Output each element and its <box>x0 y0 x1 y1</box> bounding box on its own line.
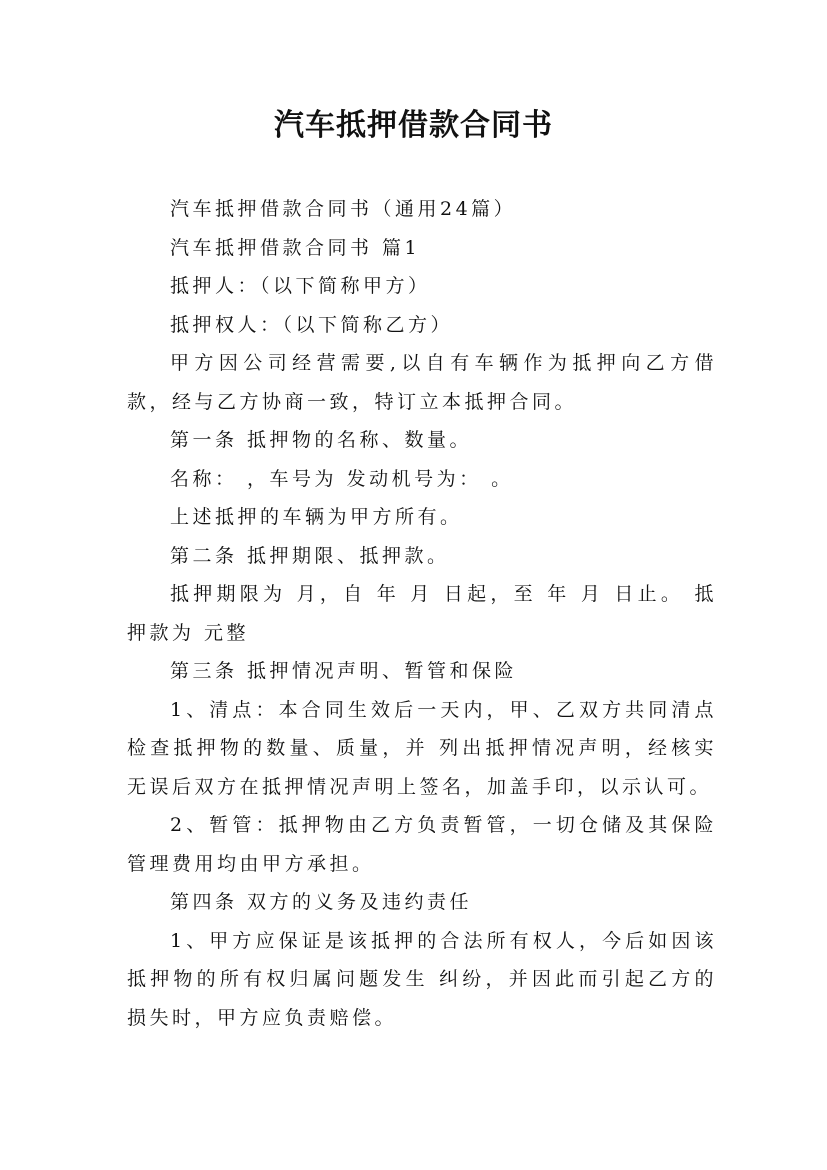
paragraph-term: 抵押期限为 月，自 年 月 日起，至 年 月 日止。 抵押款为 元整 <box>127 583 717 644</box>
paragraph-mortgagor: 抵押人：（以下简称甲方） <box>170 275 431 297</box>
document-title: 汽车抵押借款合同书 <box>274 108 553 143</box>
document-body <box>127 190 717 1037</box>
paragraph-ownership: 上述抵押的车辆为甲方所有。 <box>170 506 463 528</box>
paragraph-subtitle: 汽车抵押借款合同书（通用24篇） <box>170 198 517 220</box>
paragraph-inventory: 1、清点：本合同生效后一天内，甲、乙双方共同清点检查抵押物的数量、质量，并 列出抵押情况声明，经核实无误后双方在抵押情况声明上签名，加盖手印，以示认可。 <box>127 698 717 798</box>
paragraph-article-3-heading: 第三条 抵押情况声明、暂管和保险 <box>170 660 518 682</box>
paragraph-custody: 2、暂管：抵押物由乙方负责暂管，一切仓储及其保险管理费用均由甲方承担。 <box>127 814 717 875</box>
paragraph-purpose: 甲方因公司经营需要,以自有车辆作为抵押向乙方借款，经与乙方协商一致，特订立本抵押合同。 <box>127 352 717 413</box>
paragraph-article-4-heading: 第四条 双方的义务及违约责任 <box>170 891 473 913</box>
paragraph-section-heading: 汽车抵押借款合同书 篇1 <box>170 236 421 259</box>
paragraph-article-1-heading: 第一条 抵押物的名称、数量。 <box>170 429 473 451</box>
paragraph-mortgagee: 抵押权人：（以下简称乙方） <box>170 313 454 336</box>
paragraph-article-2-heading: 第二条 抵押期限、抵押款。 <box>170 544 450 567</box>
paragraph-obligation: 1、甲方应保证是该抵押的合法所有权人，今后如因该抵押物的所有权归属问题发生 纠纷，并因此而引起乙方的损失时，甲方应负责赔偿。 <box>127 929 717 1029</box>
paragraph-name-plate: 名称： ，车号为 发动机号为： 。 <box>170 467 514 490</box>
